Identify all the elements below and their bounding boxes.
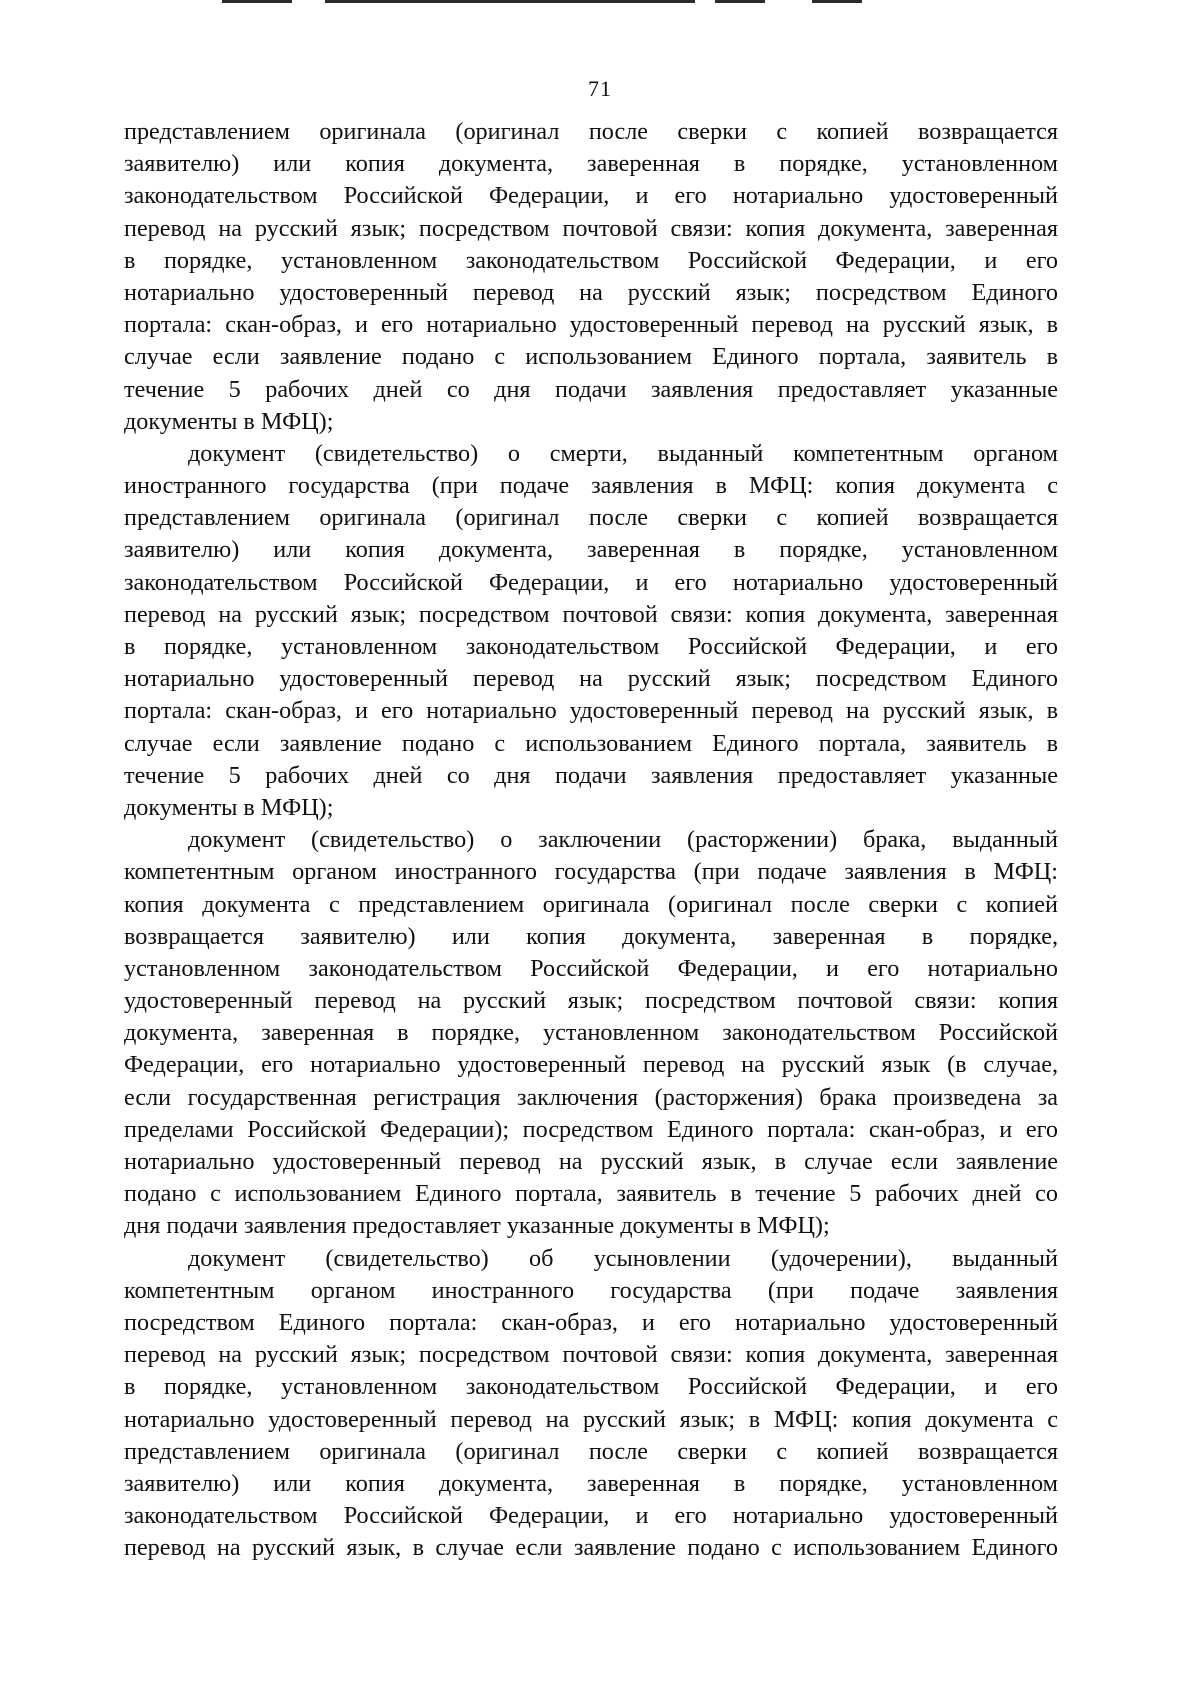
text-line: в порядке, установленном законодательством Российской Федерации, и его — [124, 1373, 1058, 1401]
text-line: портала: скан-образ, и его нотариально удостоверенный перевод на русский язык, в — [124, 311, 1058, 339]
text-line: нотариально удостоверенный перевод на русский язык; в МФЦ: копия документа с — [124, 1405, 1058, 1433]
text-line: документы в МФЦ); — [124, 407, 334, 435]
text-line: установленном законодательством Российской Федерации, и его нотариально — [124, 954, 1058, 982]
text-line: удостоверенный перевод на русский язык; посредством почтовой связи: копия — [124, 987, 1058, 1015]
text-line: течение 5 рабочих дней со дня подачи заявления предоставляет указанные — [124, 375, 1058, 403]
text-line: компетентным органом иностранного государства (при подаче заявления — [124, 1276, 1058, 1304]
text-line: представлением оригинала (оригинал после сверки с копией возвращается — [124, 118, 1058, 145]
text-line: законодательством Российской Федерации, и его нотариально удостоверенный — [124, 182, 1058, 210]
text-line: если государственная регистрация заключения (расторжения) брака произведена за — [124, 1083, 1058, 1111]
text-line: представлением оригинала (оригинал после сверки с копией возвращается — [124, 504, 1058, 532]
text-line: документ (свидетельство) о смерти, выданный компетентным органом — [188, 439, 1058, 467]
text-line: представлением оригинала (оригинал после сверки с копией возвращается — [124, 1437, 1058, 1465]
text-line: законодательством Российской Федерации, и его нотариально удостоверенный — [124, 568, 1058, 596]
text-line: посредством Единого портала: скан-образ, и его нотариально удостоверенный — [124, 1308, 1058, 1336]
text-line: течение 5 рабочих дней со дня подачи заявления предоставляет указанные — [124, 761, 1058, 789]
text-line: законодательством Российской Федерации, и его нотариально удостоверенный — [124, 1502, 1058, 1530]
text-line: документы в МФЦ); — [124, 793, 334, 821]
text-line: перевод на русский язык; посредством почтовой связи: копия документа, заверенная — [124, 214, 1058, 242]
text-line: пределами Российской Федерации); посредством Единого портала: скан-образ, и его — [124, 1115, 1058, 1143]
text-line: в порядке, установленном законодательством Российской Федерации, и его — [124, 633, 1058, 660]
text-line: портала: скан-образ, и его нотариально удостоверенный перевод на русский язык, в — [124, 697, 1058, 725]
text-line: перевод на русский язык; посредством почтовой связи: копия документа, заверенная — [124, 600, 1058, 628]
text-line: документа, заверенная в порядке, установленном законодательством Российской — [124, 1019, 1058, 1047]
text-line: иностранного государства (при подаче заявления в МФЦ: копия документа с — [124, 472, 1058, 500]
text-line: в порядке, установленном законодательством Российской Федерации, и его — [124, 246, 1058, 274]
text-line: заявителю) или копия документа, заверенная в порядке, установленном — [124, 150, 1058, 178]
page-number: 71 — [588, 76, 612, 101]
text-line: подано с использованием Единого портала, заявитель в течение 5 рабочих дней со — [124, 1180, 1058, 1208]
text-line: заявителю) или копия документа, заверенная в порядке, установленном — [124, 536, 1058, 564]
text-line: нотариально удостоверенный перевод на русский язык, в случае если заявление — [124, 1148, 1058, 1175]
text-line: компетентным органом иностранного государства (при подаче заявления в МФЦ: — [124, 858, 1058, 886]
text-line: документ (свидетельство) о заключении (расторжении) брака, выданный — [188, 826, 1058, 854]
text-line: Федерации, его нотариально удостоверенный перевод на русский язык (в случае, — [124, 1051, 1058, 1079]
text-line: документ (свидетельство) об усыновлении (удочерении), выданный — [188, 1244, 1058, 1272]
text-line: возвращается заявителю) или копия документа, заверенная в порядке, — [124, 922, 1058, 950]
text-line: дня подачи заявления предоставляет указанные документы в МФЦ); — [124, 1212, 830, 1240]
document-body — [124, 116, 1058, 1564]
text-line: перевод на русский язык; посредством почтовой связи: копия документа, заверенная — [124, 1341, 1058, 1369]
text-line: случае если заявление подано с использованием Единого портала, заявитель в — [124, 343, 1058, 371]
text-line: случае если заявление подано с использованием Единого портала, заявитель в — [124, 729, 1058, 757]
text-line: копия документа с представлением оригинала (оригинал после сверки с копией — [124, 890, 1058, 918]
text-line: нотариально удостоверенный перевод на русский язык; посредством Единого — [124, 278, 1058, 306]
text-line: заявителю) или копия документа, заверенная в порядке, установленном — [124, 1469, 1058, 1497]
scan-top-edge — [0, 0, 1200, 6]
text-line: нотариально удостоверенный перевод на русский язык; посредством Единого — [124, 665, 1058, 693]
text-line: перевод на русский язык, в случае если заявление подано с использованием Единого — [124, 1534, 1058, 1562]
